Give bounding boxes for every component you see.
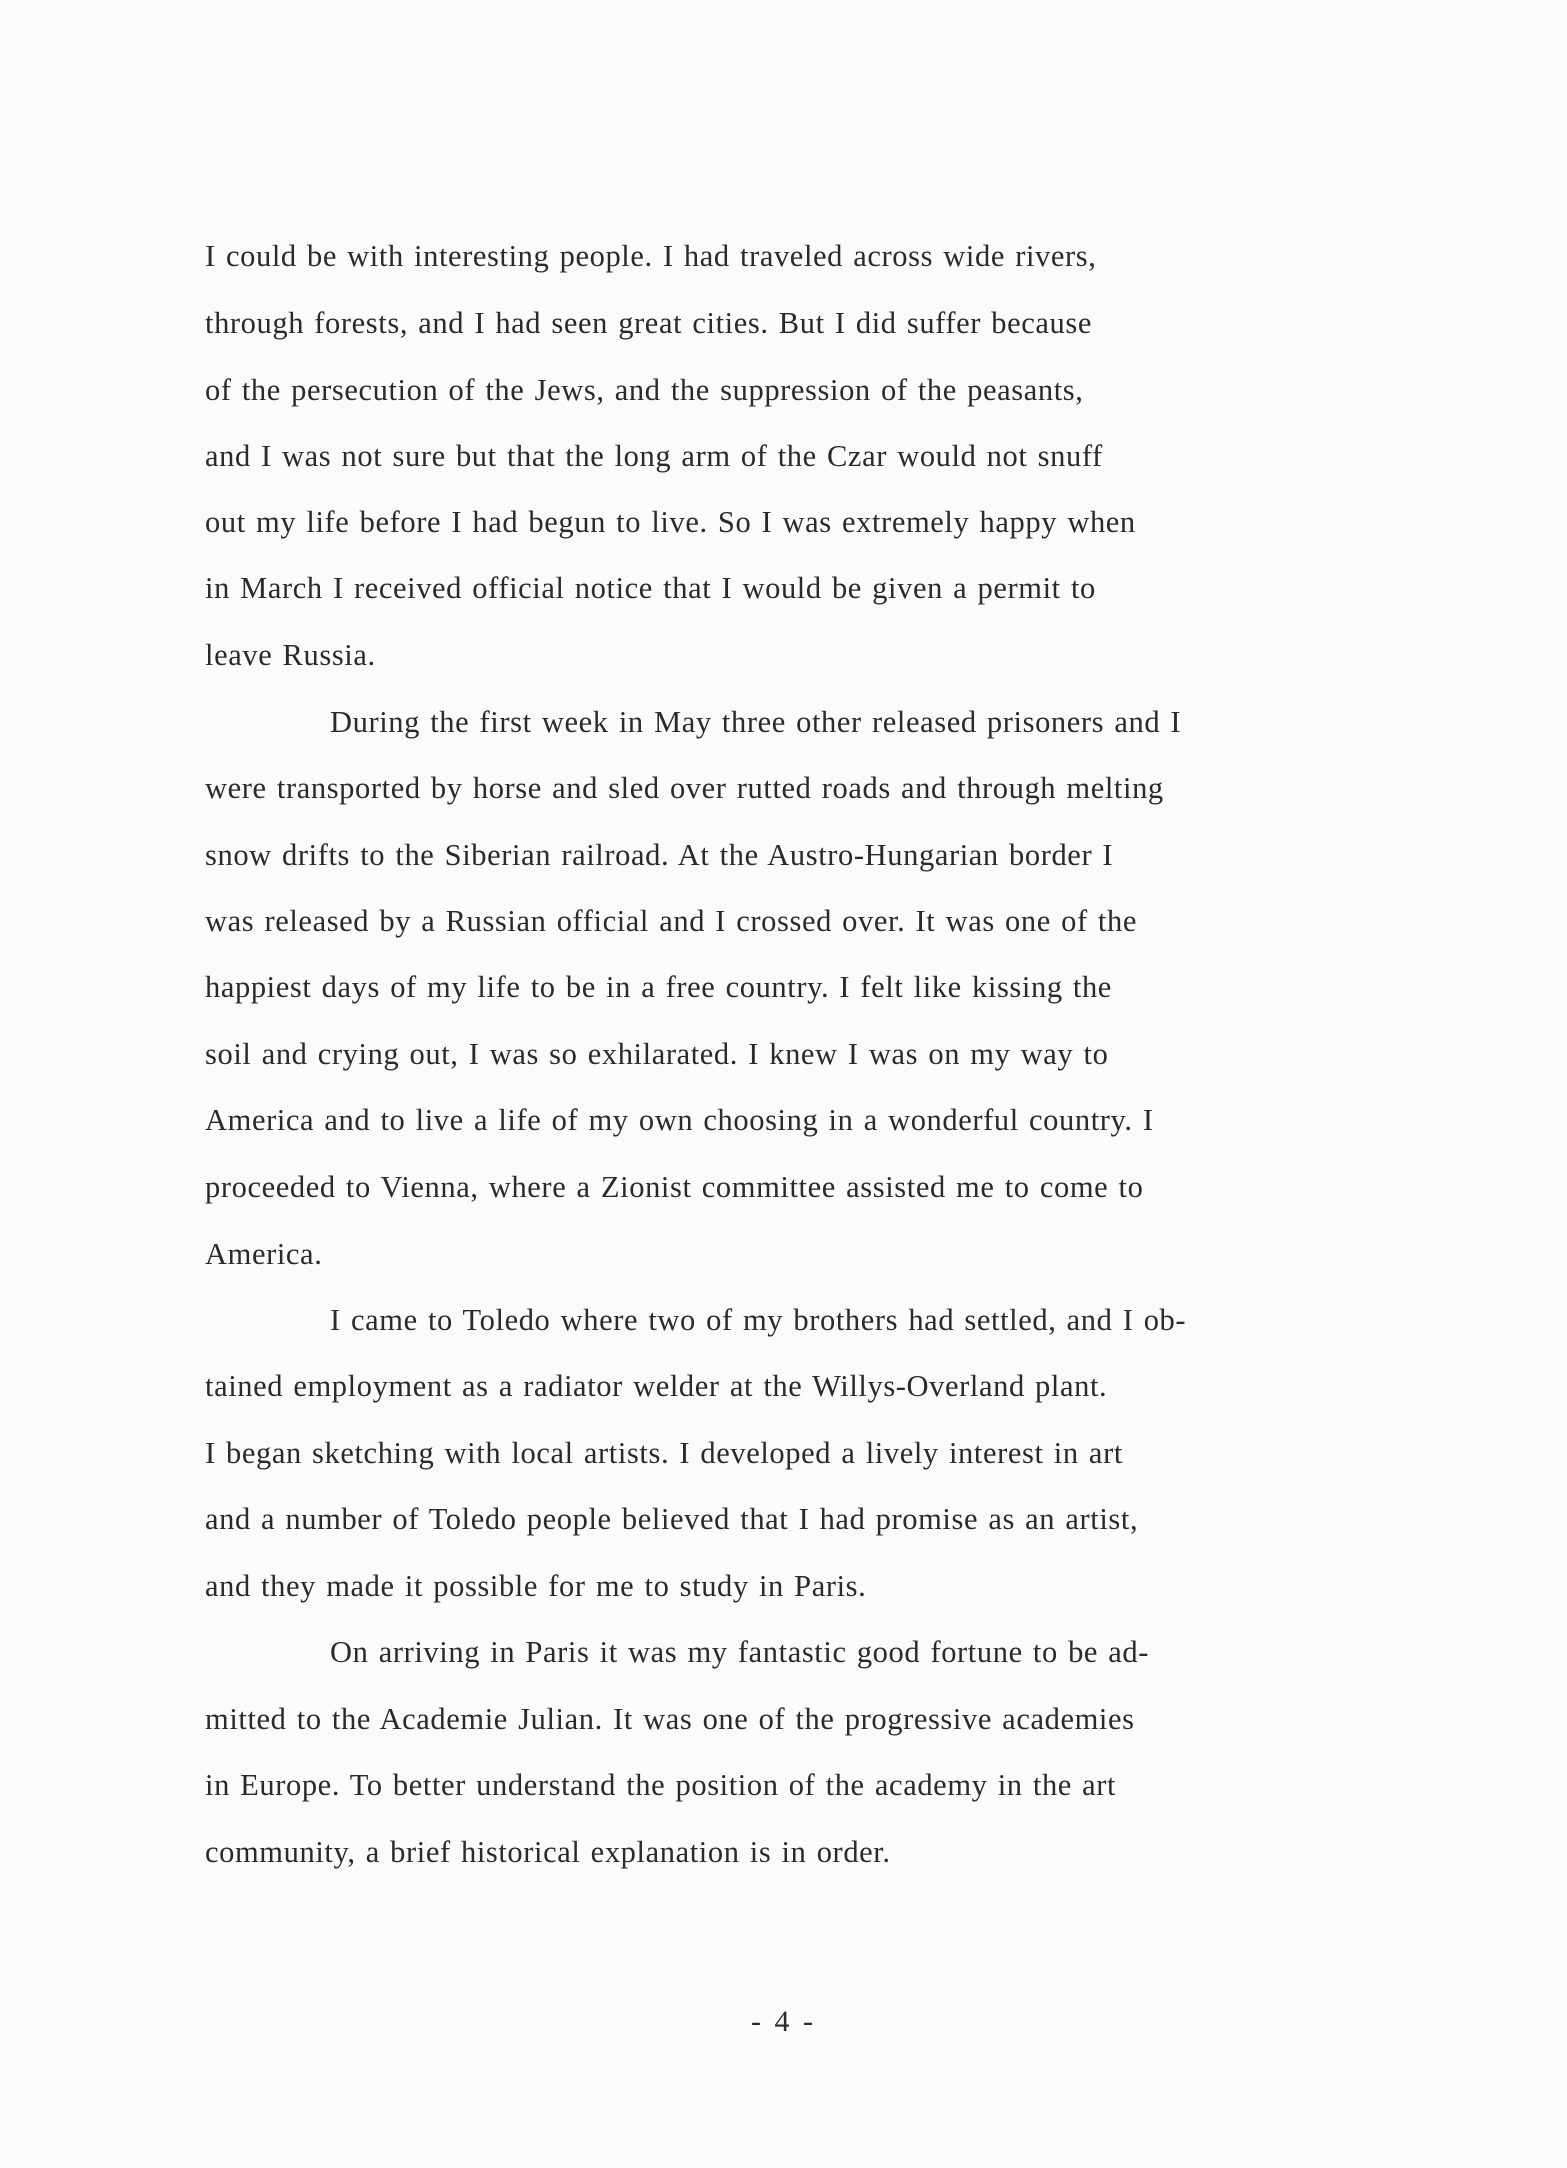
text-line: leave Russia. [205,638,376,672]
text-line: in Europe. To better understand the position of the academy in the art [205,1768,1117,1802]
text-line: was released by a Russian official and I crossed over. It was one of the [205,904,1137,938]
text-line: I could be with interesting people. I had traveled across wide rivers, [205,239,1097,273]
text-line: snow drifts to the Siberian railroad. At the Austro-Hungarian border I [205,838,1114,872]
text-line: and they made it possible for me to study in Paris. [205,1569,867,1603]
paragraph-start-line: On arriving in Paris it was my fantastic good fortune to be ad- [330,1635,1150,1669]
text-line: soil and crying out, I was so exhilarated. I knew I was on my way to [205,1037,1109,1071]
text-line: proceeded to Vienna, where a Zionist committee assisted me to come to [205,1170,1144,1204]
text-line: of the persecution of the Jews, and the suppression of the peasants, [205,373,1084,407]
text-line: through forests, and I had seen great cities. But I did suffer because [205,306,1092,340]
text-line: were transported by horse and sled over rutted roads and through melting [205,771,1164,805]
text-line: tained employment as a radiator welder at the Willys-Overland plant. [205,1369,1108,1403]
text-line: and I was not sure but that the long arm of the Czar would not snuff [205,439,1103,473]
text-line: and a number of Toledo people believed that I had promise as an artist, [205,1502,1139,1536]
page-number: - 4 - [751,2005,816,2038]
text-line: community, a brief historical explanation is in order. [205,1835,891,1869]
text-line: mitted to the Academie Julian. It was one of the progressive academies [205,1702,1135,1736]
text-line: happiest days of my life to be in a free country. I felt like kissing the [205,970,1112,1004]
paragraph-start-line: During the first week in May three other released prisoners and I [330,705,1182,739]
text-line: out my life before I had begun to live. So I was extremely happy when [205,505,1136,539]
text-line: America. [205,1237,323,1271]
paragraph-start-line: I came to Toledo where two of my brothers had settled, and I ob- [330,1303,1187,1337]
text-line: America and to live a life of my own choosing in a wonderful country. I [205,1103,1154,1137]
text-line: in March I received official notice that I would be given a permit to [205,571,1096,605]
text-line: I began sketching with local artists. I developed a lively interest in art [205,1436,1123,1470]
